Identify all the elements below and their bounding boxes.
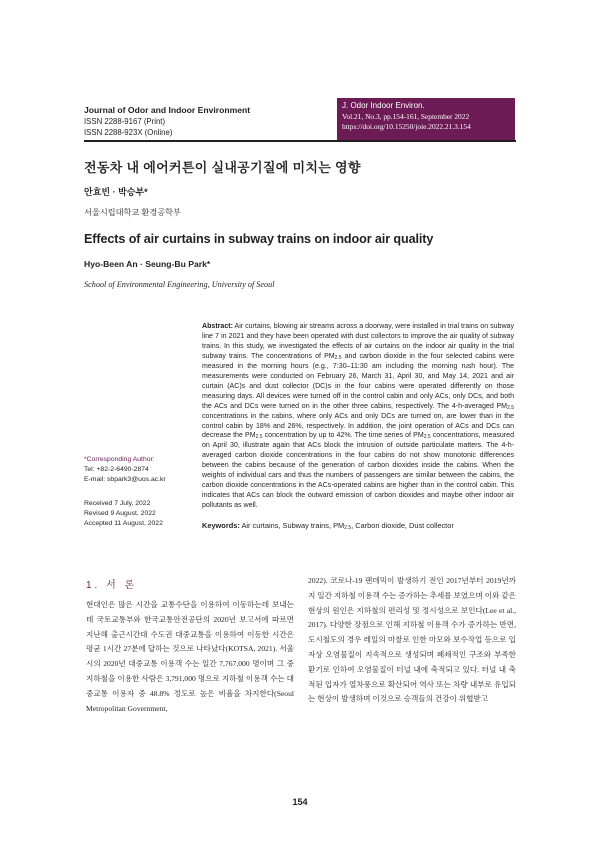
english-authors: Hyo-Been An · Seung-Bu Park* (84, 259, 211, 269)
korean-authors: 안효빈 · 박승부* (84, 187, 148, 197)
keywords-label: Keywords: (202, 521, 240, 530)
article-dates (84, 499, 200, 529)
korean-affiliation: 서울시립대학교 환경공학부 (84, 208, 181, 217)
journal-abbreviation: J. Odor Indoor Environ. (342, 101, 425, 110)
date-accepted: Accepted 11 August, 2022 (84, 520, 163, 527)
english-title: Effects of air curtains in subway trains on indoor air quality (84, 232, 434, 246)
page-number: 154 (292, 797, 308, 807)
body-column-right: 2022). 코로나-19 팬데믹이 발생하기 전인 2017년부터 2019년까지 일간 지하철 이용객 수는 증가하는 추세를 보였으며 이와 같은 현상의 원인은 지하철의 편리성 및 정시성으로 보인다(Lee et al., 2017). 다양한 장점으로 인해 지하철 이용객 수가 증가하는 반면, 도시철도의 경우 레일의 마찰로 인한 마모와 보수작업 등으로 입자상 오염물질이 지속적으로 생성되며 폐쇄적인 구조와 부족한 환기로 인하여 오염물질이 터널 내에 축적되고 있다. 터널 내 축적된 입자가 열차풍으로 확산되어 역사 또는 차량 내부로 유입되는 현상이 발생하며 이것으로 승객들의 건강이 위협받고 (308, 576, 516, 704)
korean-title: 전동차 내 에어커튼이 실내공기질에 미치는 영향 (84, 160, 361, 175)
body-column-left: 현대인은 많은 시간을 교통수단을 이용하여 이동하는데 보내는데 국토교통부와 한국교통안전공단의 2020년 보고서에 따르면 지난해 출근시간대 수도권 대중교통을 이용하여 이동한 시간은 평균 1시간 27분에 달하는 것으로 나타났다(KOTSA, 2021). 서울시의 2020년 대중교통 이용객 수는 일간 7,767,000 명이며 그 중 지하철을 이용한 사람은 3,791,000 명으로 지하철 이용객 수는 대중교통 이용자 중 48.8% 정도로 높은 비율을 차지한다(Seoul Metropolitan Government, (86, 600, 294, 713)
journal-citation-box (337, 98, 515, 140)
journal-header-left (84, 105, 334, 138)
corresponding-label: *Corresponding Author: (84, 456, 155, 463)
header-divider (84, 140, 516, 142)
issn-online: ISSN 2288-923X (Online) (84, 128, 173, 137)
section-heading: 1. 서 론 (86, 580, 138, 591)
abstract (202, 322, 514, 511)
abstract-text: Air curtains, blowing air streams across a doorway, were installed in trial trains on subway line 7 in 2021 and they have been operated with dust collectors to improve the air quality of subway trains. In this study, we investigated the effects of air curtains on the indoor air quality in the trial subway trains. The concentrations of $PM_{2.5}$ and carbon dioxide in the four selected cabins were measured in the morning hours (e.g., 7:30–11:30 am including the morning rush hour). The measurements were conducted on February 26, March 31, April 30, and May 14, 2021 and air curtain (AC)s and dust collector (DC)s in the four cabins were operated differently on those measuring days. All devices were turned off in the control cabin and only ACs, only DCs, and both the ACs and DCs were turned on in the other three cabins, respectively. The 4-h-averaged $PM_{2.5}$ concentrations in the cabins, where only ACs and only DCs are turned on, are lower than in the control cabin by 18% and 26%, respectively. In addition, the joint operation of ACs and DCs can decrease the $PM_{2.5}$ concentration by up to 42%. The time series of $PM_{2.5}$ concentrations, measured on April 30, illustrate again that ACs block the intrusion of outside particulate matters. The 4-h-averaged carbon dioxide concentrations in the four cabins do not show monotonic differences between the cabins because of the generation of carbon dioxides inside the cabins. When the weights of individual cars and thus the numbers of passengers are similar between the cabins, the carbon dioxide concentrations in the ACs-operated cabins are higher than in the control cabin. This indicates that ACs can block the outward emission of carbon dioxides and maybe other indoor air pollutants as well. (202, 323, 514, 510)
corresponding-tel: Tel: +82-2-6490-2874 (84, 466, 149, 473)
journal-doi[interactable]: https://doi.org/10.15250/joie.2022.21.3.154 (342, 122, 471, 131)
journal-volume: Vol.21, No.3, pp.154-161, September 2022 (342, 111, 470, 121)
corresponding-author (84, 455, 200, 485)
keywords-text: Air curtains, Subway trains, $PM_{2.5}$, Carbon dioxide, Dust collector (241, 521, 454, 531)
date-revised: Revised 9 August, 2022 (84, 510, 156, 517)
abstract-label: Abstract: (202, 323, 233, 330)
corresponding-email[interactable]: E-mail: sbpark3@uos.ac.kr (84, 476, 166, 483)
keywords (202, 521, 514, 530)
date-received: Received 7 July, 2022 (84, 500, 151, 507)
english-affiliation: School of Environmental Engineering, University of Seoul (84, 280, 275, 289)
journal-name: Journal of Odor and Indoor Environment (84, 105, 251, 115)
issn-print: ISSN 2288-9167 (Print) (84, 117, 166, 126)
